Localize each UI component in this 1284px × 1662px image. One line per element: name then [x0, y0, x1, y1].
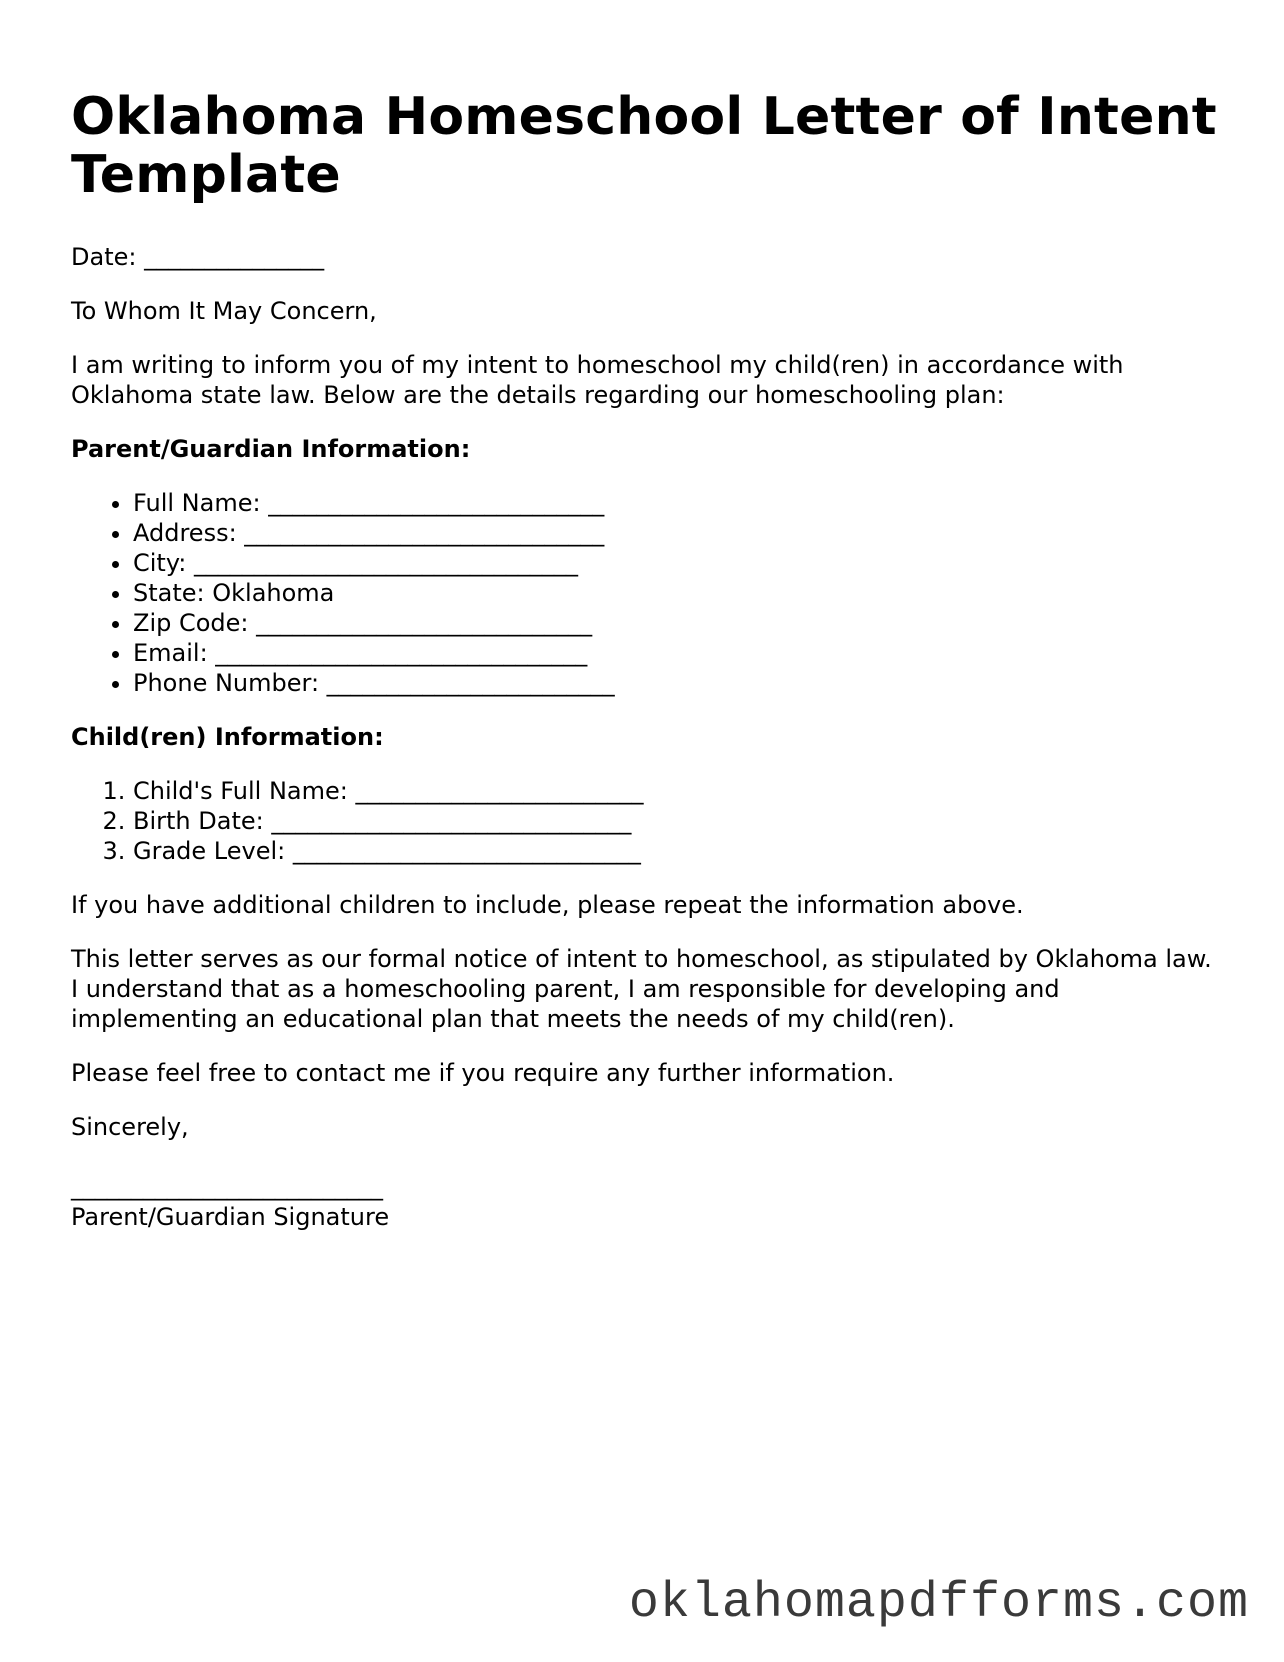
- salutation: To Whom It May Concern,: [71, 297, 377, 325]
- contact-note: Please feel free to contact me if you require any further information.: [71, 1059, 895, 1087]
- watermark: oklahomapdfforms.com: [628, 1575, 1249, 1632]
- parent-section-heading: Parent/Guardian Information:: [71, 435, 471, 463]
- date-line: Date: _______________: [71, 243, 325, 271]
- signature-block: [71, 1172, 1221, 1232]
- list-item-phone: • Phone Number: ________________________: [133, 668, 1221, 698]
- additional-children-note: If you have additional children to include, please repeat the information above.: [71, 891, 1024, 919]
- signature-line: __________________________: [71, 1173, 383, 1201]
- parent-info-list: [71, 488, 1221, 698]
- signature-label: Parent/Guardian Signature: [71, 1203, 390, 1231]
- closing: Sincerely,: [71, 1113, 189, 1141]
- list-item-address: • Address: ______________________________: [133, 518, 1221, 548]
- list-item-state: • State: Oklahoma: [133, 578, 1221, 608]
- list-item-grade-level: 3. Grade Level: _____________________________: [133, 836, 1221, 866]
- intro-paragraph: I am writing to inform you of my intent to homeschool my child(ren) in accordance with Oklahoma state law. Below are the details regarding our homeschooling plan:: [71, 351, 1124, 409]
- list-item-zip-code: • Zip Code: ____________________________: [133, 608, 1221, 638]
- list-item-full-name: • Full Name: ____________________________: [133, 488, 1221, 518]
- list-item-city: • City: ________________________________: [133, 548, 1221, 578]
- formal-notice-paragraph: This letter serves as our formal notice of intent to homeschool, as stipulated by Oklahoma law. I understand that as a homeschooling parent, I am responsible for developing and implementing an educational plan that meets the needs of my child(ren).: [71, 945, 1212, 1033]
- page-title: Oklahoma Homeschool Letter of Intent Template: [71, 87, 1217, 205]
- list-item-birth-date: 2. Birth Date: ______________________________: [133, 806, 1221, 836]
- list-item-email: • Email: _______________________________: [133, 638, 1221, 668]
- list-item-child-name: 1. Child's Full Name: ________________________: [133, 776, 1221, 806]
- children-section-heading: Child(ren) Information:: [71, 723, 384, 751]
- children-info-list: [71, 776, 1221, 866]
- letter-document: [71, 88, 1221, 1232]
